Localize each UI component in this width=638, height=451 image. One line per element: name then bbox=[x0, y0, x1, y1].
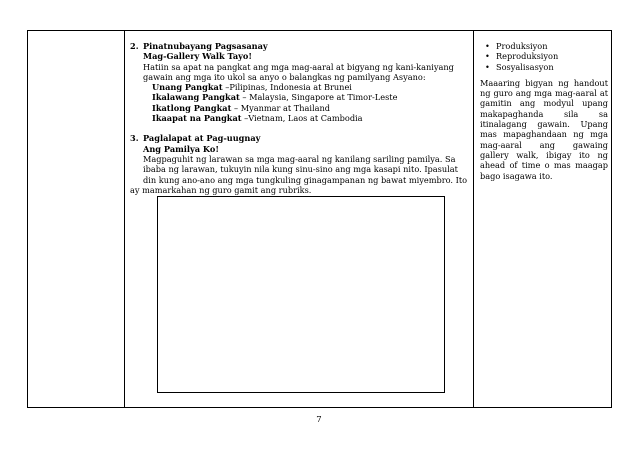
list-item: • Reproduksiyon bbox=[496, 51, 608, 61]
section-2-instruction-line-1: Hatiin sa apat na pangkat ang mga mag-aaral at bigyang ng kani-kaniyang bbox=[143, 61, 454, 72]
column-divider-left bbox=[124, 31, 125, 407]
list-item: • Produksiyon bbox=[496, 41, 608, 51]
teacher-note: Maaaring bigyan ng handout ng guro ang mga mag-aaral at gamitin ang modyul upang makapaghanda sila sa itinalagang gawain. Upang mas mapaghandaan ng mga mag-aaral ang gawaing gallery walk, ibigay ito ng ahead of time o mas maagap bago isagawa ito. bbox=[480, 77, 608, 181]
function-list bbox=[480, 41, 608, 72]
section-3-heading: 3. Paglalapat at Pag-uugnay bbox=[130, 133, 261, 144]
section-2-instruction-line-2: gawain ang mga ito ukol sa anyo o balangkas ng pamilyang Asyano: bbox=[143, 71, 426, 82]
procedure-column bbox=[130, 41, 468, 195]
section-3-body-line-3: din kung ano-ano ang mga tungkuling ginagampanan ng bawat miyembro. Ito bbox=[143, 174, 468, 185]
family-drawing-box bbox=[157, 196, 445, 393]
section-2-heading: 2. Pinatnubayang Pagsasanay bbox=[130, 41, 268, 51]
group-3: Ikatlong Pangkat – Myanmar at Thailand bbox=[152, 102, 331, 113]
notes-column bbox=[480, 41, 608, 181]
column-divider-right bbox=[473, 31, 474, 407]
group-2: Ikalawang Pangkat – Malaysia, Singapore at Timor-Leste bbox=[152, 92, 398, 103]
section-2-subtitle: Mag-Gallery Walk Tayo! bbox=[143, 51, 252, 62]
group-1: Unang Pangkat –Pilipinas, Indonesia at Brunei bbox=[152, 82, 352, 93]
list-item: • Sosyalisasyon bbox=[496, 62, 608, 72]
group-4: Ikaapat na Pangkat –Vietnam, Laos at Cambodia bbox=[152, 113, 363, 124]
lesson-table bbox=[27, 30, 612, 408]
section-3-body-line-4: ay mamarkahan ng guro gamit ang rubriks. bbox=[130, 184, 312, 195]
section-3-subtitle: Ang Pamilya Ko! bbox=[143, 143, 219, 154]
page-number: 7 bbox=[316, 415, 322, 425]
section-3-body-line-1: Magpaguhit ng larawan sa mga mag-aaral ng kanilang sariling pamilya. Sa bbox=[143, 153, 456, 164]
section-3-body-line-2: ibaba ng larawan, tukuyin nila kung sinu-sino ang mga kasapi nito. Ipasulat bbox=[143, 164, 458, 175]
